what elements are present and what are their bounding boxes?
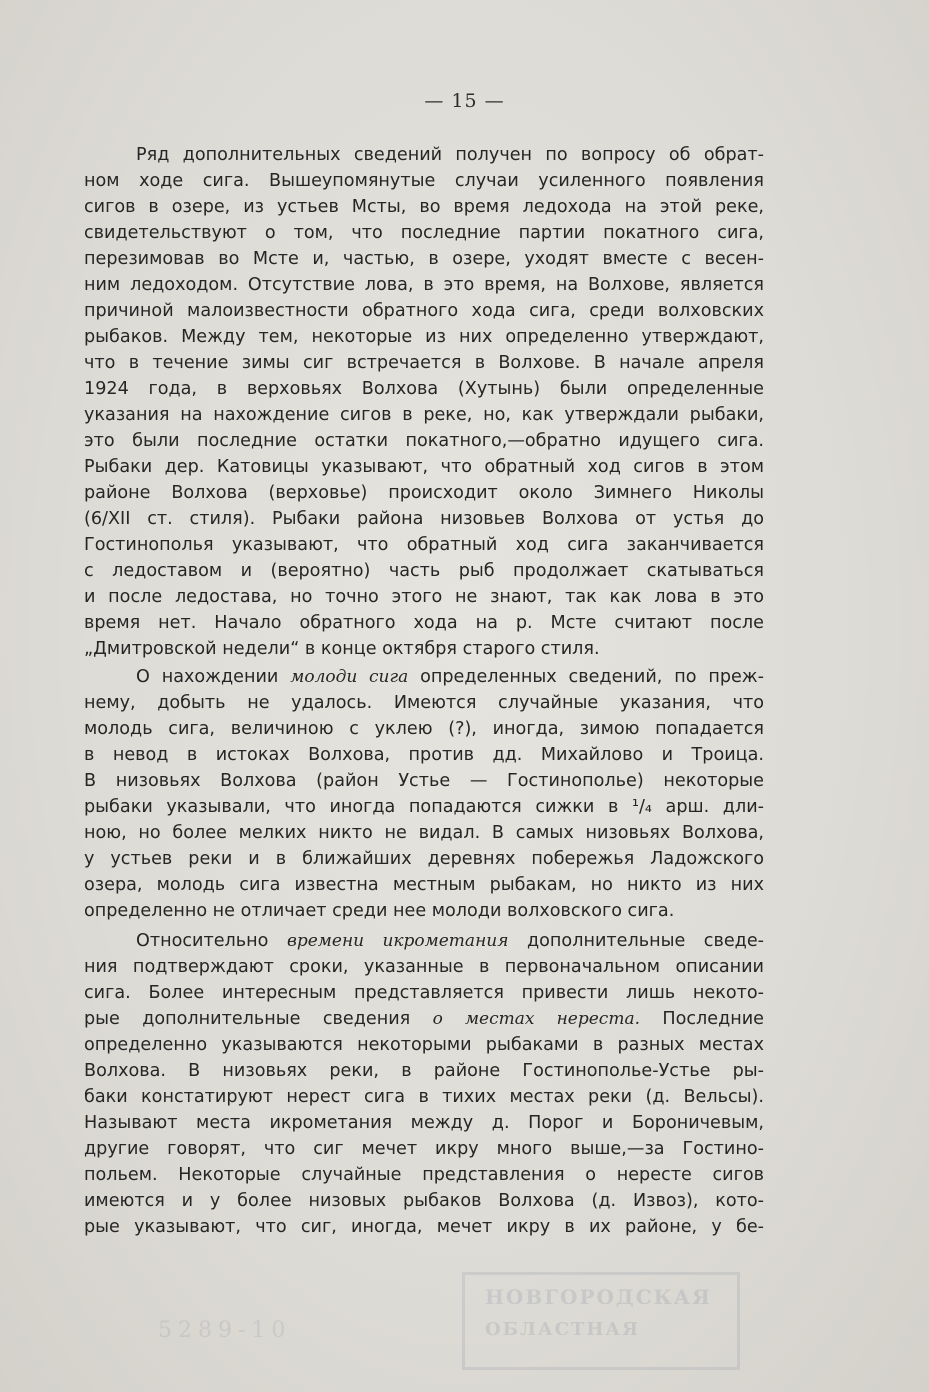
text-line: Волхова. В низовьях реки, в районе Гостинополье-Устье ры- [84, 1061, 764, 1081]
text-line: районе Волхова (верховье) происходит около Зимнего Николы [84, 483, 764, 503]
text-line [84, 1006, 764, 1032]
text-line: другие говорят, что сиг мечет икру много выше,—за Гостино- [84, 1139, 764, 1159]
text-line: указания на нахождение сигов в реке, но, как утверждали рыбаки, [84, 405, 764, 425]
text-line: что в течение зимы сиг встречается в Волхове. В начале апреля [84, 353, 764, 373]
text-line: Ряд дополнительных сведений получен по вопросу об обрат- [136, 145, 764, 165]
text-line: ном ходе сига. Вышеупомянутые случаи усиленного появления [84, 171, 764, 191]
text-line: озера, молодь сига известна местным рыбакам, но никто из них [84, 875, 764, 895]
page-number: — 15 — [424, 90, 505, 112]
text-line: имеются и у более низовых рыбаков Волхова (д. Извоз), кото- [84, 1191, 764, 1211]
text-line: время нет. Начало обратного хода на р. Мсте считают после [84, 613, 764, 633]
text-span: рые дополнительные сведения [84, 1009, 411, 1029]
text-line: это были последние остатки покатного,—обратно идущего сига. [84, 431, 764, 451]
text-line: Рыбаки дер. Катовицы указывают, что обратный ход сигов в этом [84, 457, 764, 477]
text-line: рые указывают, что сиг, иногда, мечет икру в их районе, у бе- [84, 1217, 764, 1237]
text-line: ною, но более мелких никто не видал. В самых низовьях Волхова, [84, 823, 764, 843]
text-line: с ледоставом и (вероятно) часть рыб продолжает скатываться [84, 561, 764, 581]
text-line: ния подтверждают сроки, указанные в первоначальном описании [84, 957, 764, 977]
text-span: О нахождении [136, 667, 279, 687]
text-line: в невод в истоках Волхова, против дд. Михайлово и Троица. [84, 745, 764, 765]
text-line: молодь сига, величиною с уклею (?), иногда, зимою попадается [84, 719, 764, 739]
text-line: и после ледостава, но точно этого не знают, так как лова в это [84, 587, 764, 607]
text-line: Гостинополья указывают, что обратный ход сига заканчивается [84, 535, 764, 555]
text-line: сигов в озере, из устьев Мсты, во время ледохода на этой реке, [84, 197, 764, 217]
stamp-line: НОВГОРОДСКАЯ [485, 1285, 712, 1309]
text-line: свидетельствуют о том, что последние партии покатного сига, [84, 223, 764, 243]
text-line: рыбаки указывали, что иногда попадаются сижки в ¹/₄ арш. дли- [84, 797, 764, 817]
text-line: ним ледоходом. Отсутствие лова, в это время, на Волхове, является [84, 275, 764, 295]
text-line: польем. Некоторые случайные представления о нересте сигов [84, 1165, 764, 1185]
text-span: Последние [662, 1009, 765, 1029]
text-span: Относительно [136, 931, 269, 951]
stamp-line: ОБЛАСТНАЯ [485, 1319, 640, 1340]
text-line: нему, добыть не удалось. Имеются случайные указания, что [84, 693, 764, 713]
text-span: определенных сведений, по преж- [420, 667, 765, 687]
text-line: баки констатируют нерест сига в тихих местах реки (д. Вельсы). [84, 1087, 764, 1107]
text-span: дополнительные сведе- [527, 931, 765, 951]
text-line: определенно указываются некоторыми рыбаками в разных местах [84, 1035, 764, 1055]
text-line [136, 664, 764, 690]
italic-term: о местах нереста. [432, 1009, 640, 1029]
text-line: (6/XII ст. стиля). Рыбаки района низовьев Волхова от устья до [84, 509, 764, 529]
text-line: В низовьях Волхова (район Устье — Гостинополье) некоторые [84, 771, 764, 791]
text-line: Называют места икрометания между д. Порог и Бороничевым, [84, 1113, 764, 1133]
text-line: 1924 года, в верховьях Волхова (Хутынь) были определенные [84, 379, 764, 399]
text-line: сига. Более интересным представляется привести лишь некото- [84, 983, 764, 1003]
text-line: причиной малоизвестности обратного хода сига, среди волховских [84, 301, 764, 321]
italic-term: молоди сига [290, 667, 409, 687]
text-line: рыбаков. Между тем, некоторые из них определенно утверждают, [84, 327, 764, 347]
text-line: у устьев реки и в ближайших деревнях побережья Ладожского [84, 849, 764, 869]
shelf-mark: 5289-10 [158, 1318, 292, 1343]
text-line: перезимовав во Мсте и, частью, в озере, уходят вместе с весен- [84, 249, 764, 269]
text-line [136, 928, 764, 954]
text-line: определенно не отличает среди нее молоди волховского сига. [84, 901, 675, 921]
italic-term: времени икрометания [286, 931, 509, 951]
library-stamp [462, 1272, 740, 1370]
text-line: „Дмитровской недели“ в конце октября старого стиля. [84, 639, 600, 659]
